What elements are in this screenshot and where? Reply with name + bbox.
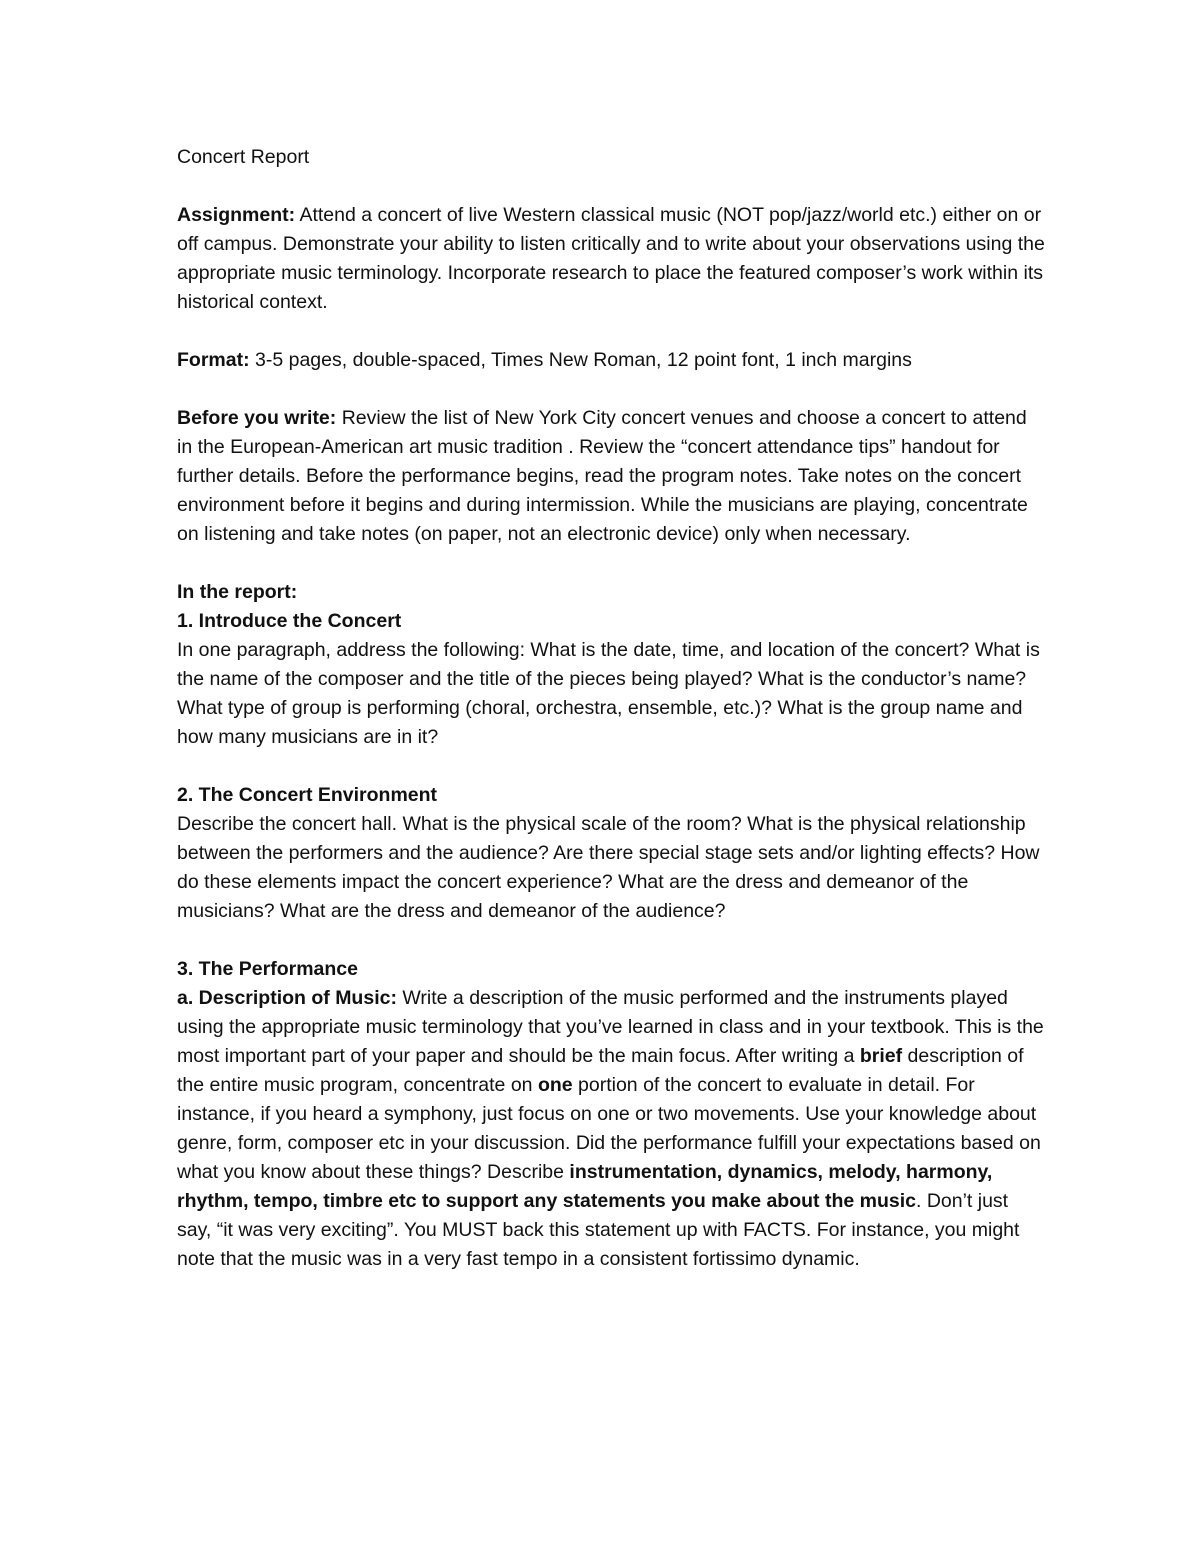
format-text: 3-5 pages, double-spaced, Times New Roman, 12 point font, 1 inch margins (249, 349, 912, 371)
section3-heading: 3. The Performance (177, 958, 358, 980)
section3-a-label: a. Description of Music: (177, 987, 397, 1009)
section1-heading: 1. Introduce the Concert (177, 610, 402, 632)
before-paragraph (177, 404, 1047, 549)
document-title: Concert Report (177, 146, 310, 168)
section2-text: Describe the concert hall. What is the physical scale of the room? What is the physical relationship between the performers and the audience? Are there special stage sets and/or lighting effects? How do these elements impact the concert experience? What are the dress and demeanor of the musicians? What are the dress and demeanor of the audience? (177, 813, 1040, 922)
assignment-paragraph (177, 201, 1047, 317)
document-body (177, 143, 1047, 1274)
assignment-label: Assignment: (177, 204, 296, 226)
before-label: Before you write: (177, 407, 337, 429)
in-report-heading: In the report: (177, 581, 298, 603)
format-paragraph (177, 346, 1047, 375)
assignment-text: Attend a concert of live Western classical music (NOT pop/jazz/world etc.) either on or off campus. Demonstrate your ability to listen critically and to write about your observations using the appropriate music terminology. Incorporate research to place the featured composer’s work within its historical context. (177, 204, 1045, 313)
section1-text: In one paragraph, address the following: What is the date, time, and location of the concert? What is the name of the composer and the title of the pieces being played? What is the conductor’s name? What type of group is performing (choral, orchestra, ensemble, etc.)? What is the group name and how many musicians are in it? (177, 639, 1040, 748)
section3-a-paragraph: a. Description of Music: Write a description of the music performed and the instruments played using the appropriate music terminology that you’ve learned in class and in your textbook. This is the most important part of your paper and should be the main focus. After writing a brief description of the entire music program, concentrate on one portion of the concert to evaluate in detail. For instance, if you heard a symphony, just focus on one or two movements. Use your knowledge about genre, form, composer etc in your discussion. Did the performance fulfill your expectations based on what you know about these things? Describe instrumentation, dynamics, melody, harmony, rhythm, tempo, timbre etc to support any statements you make about the music. Don’t just say, “it was very exciting”. You MUST back this statement up with FACTS. For instance, you might note that the music was in a very fast tempo in a consistent fortissimo dynamic. (177, 987, 1044, 1270)
before-text: Review the list of New York City concert venues and choose a concert to attend in the European-American art music tradition . Review the “concert attendance tips” handout for further details. Before the performance begins, read the program notes. Take notes on the concert environment before it begins and during intermission. While the musicians are playing, concentrate on listening and take notes (on paper, not an electronic device) only when necessary. (177, 407, 1028, 545)
format-label: Format: (177, 349, 250, 371)
section2-heading: 2. The Concert Environment (177, 784, 438, 806)
